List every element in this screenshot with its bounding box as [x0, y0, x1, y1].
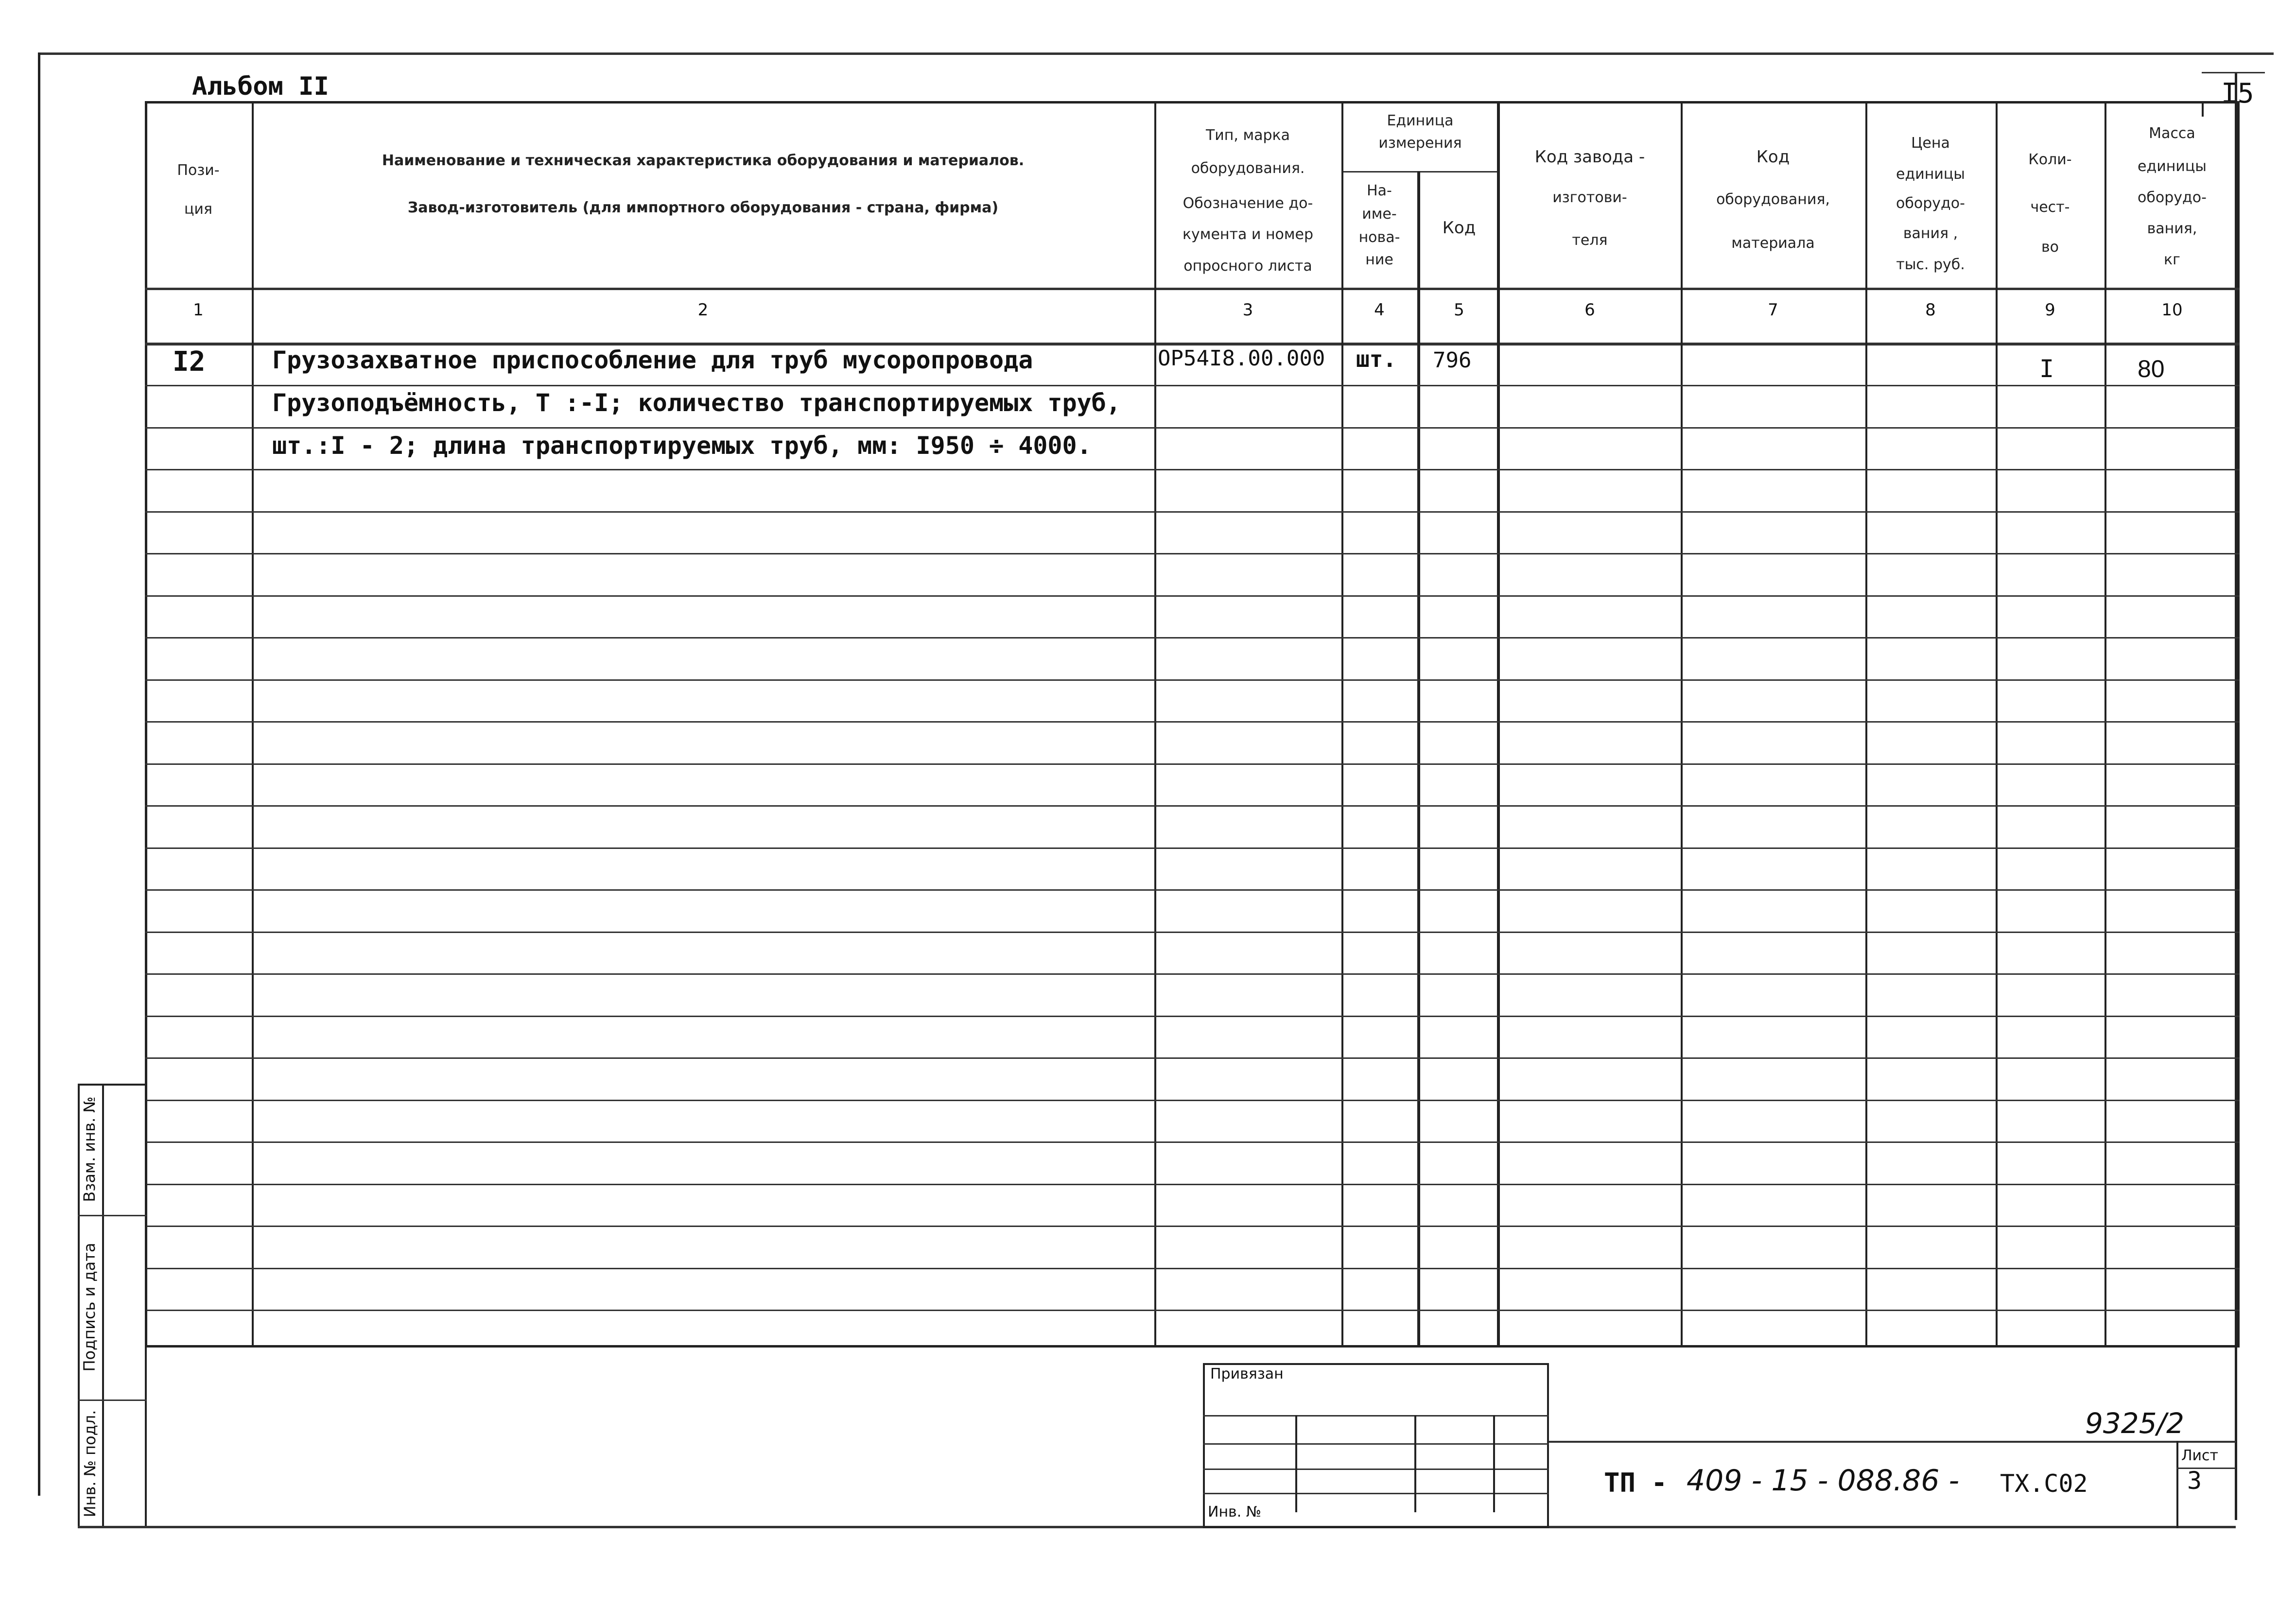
header-col10-line4: вания, [2147, 220, 2197, 237]
privyazan-h3 [1203, 1469, 1549, 1470]
table-row-line [145, 385, 2240, 386]
table-row-line [145, 637, 2240, 639]
header-col6-line2: изготови- [1552, 189, 1627, 206]
privyazan-h1 [1203, 1415, 1549, 1417]
sheet-label: Лист [2181, 1447, 2219, 1464]
table-row-line [145, 1268, 2240, 1269]
header-col8-line2: единицы [1896, 166, 1965, 183]
header-col4-line4: ние [1365, 251, 1393, 268]
row1-quantity: I [2039, 355, 2054, 383]
colnum-3: 3 [1242, 300, 1253, 320]
table-row-line [145, 511, 2240, 513]
handwritten-number: 9325/2 [2085, 1407, 2185, 1440]
header-col3-line2: оборудования. [1191, 160, 1305, 177]
doc-suffix: ТХ.С02 [2000, 1469, 2088, 1498]
table-row-line [145, 1141, 2240, 1143]
header-unit-line1: Единица [1387, 112, 1454, 129]
col-line-7 [1865, 101, 1867, 1348]
side-stamp-vzam: Взам. инв. № [80, 1096, 99, 1202]
header-col5: Код [1442, 218, 1476, 238]
header-col8-line4: вания , [1903, 225, 1958, 242]
colnum-4: 4 [1374, 300, 1385, 320]
header-col3-line1: Тип, марка [1205, 127, 1290, 144]
header-col7-line1: Код [1756, 147, 1790, 167]
header-col7-line3: материала [1731, 235, 1815, 252]
row1-unit-name: шт. [1356, 346, 1397, 372]
header-col1-line1: Пози- [177, 162, 220, 179]
privyazan-v3 [1493, 1415, 1495, 1512]
table-row-line [145, 553, 2240, 554]
table-row-line [145, 1226, 2240, 1227]
header-unit-line2: измерения [1378, 135, 1462, 152]
header-col2-line2: Завод-изготовитель (для импортного оборудования - страна, фирма) [407, 199, 999, 216]
table-row-line [145, 427, 2240, 429]
title-block-top [1548, 1441, 2236, 1443]
header-col10-line2: единицы [2138, 158, 2207, 175]
row1-position: I2 [173, 346, 206, 378]
album-label: Альбом II [192, 72, 329, 101]
doc-code: 409 - 15 - 088.86 - [1687, 1464, 1960, 1498]
row1-type: ОР54I8.00.000 [1158, 346, 1325, 371]
header-col4-line3: нова- [1358, 229, 1400, 246]
table-row-line [145, 932, 2240, 933]
col-line-2 [1154, 101, 1156, 1348]
table-row-line [145, 595, 2240, 597]
side-stamp-inv-podl: Инв. № подл. [81, 1410, 99, 1518]
col-line-6 [1681, 101, 1683, 1348]
header-col3-line3: Обозначение до- [1183, 195, 1313, 212]
header-col10-line5: кг [2164, 251, 2180, 268]
table-row-line [145, 805, 2240, 807]
colnum-7: 7 [1768, 300, 1778, 320]
outer-top-border [38, 52, 2274, 55]
sheet-box-split [2176, 1468, 2236, 1469]
bottom-border [78, 1526, 2236, 1528]
col-line-1 [252, 101, 254, 1348]
colnum-6: 6 [1584, 300, 1595, 320]
privyazan-label: Привязан [1210, 1365, 1284, 1382]
table-row-line [145, 889, 2240, 891]
col-line-8 [1996, 101, 1998, 1348]
side-stamp-podpis: Подпись и дата [80, 1243, 99, 1372]
colnum-1: 1 [193, 300, 204, 320]
header-col6-line3: теля [1572, 232, 1608, 249]
header-col9-line1: Коли- [2028, 151, 2072, 168]
side-stamp-h1 [78, 1215, 147, 1216]
outer-right-top [2202, 72, 2265, 73]
table-row-line [145, 1100, 2240, 1101]
header-bottom-line [145, 288, 2240, 290]
col-line-9 [2105, 101, 2106, 1348]
privyazan-v2 [1414, 1415, 1416, 1512]
header-col9-line3: во [2041, 239, 2059, 256]
header-col8-line5: тыс. руб. [1896, 256, 1965, 273]
col-line-5 [1497, 101, 1500, 1348]
col-line-4 [1417, 171, 1420, 1348]
sheet-number: 3 [2187, 1467, 2202, 1495]
header-col1-line2: ция [184, 201, 212, 218]
colnum-9: 9 [2045, 300, 2055, 320]
table-row-line [145, 1184, 2240, 1185]
table-row-line [145, 679, 2240, 681]
header-col2-line1: Наименование и техническая характеристика оборудования и материалов. [382, 152, 1025, 169]
doc-prefix: ТП - [1604, 1468, 1668, 1498]
header-col6-line1: Код завода - [1534, 147, 1645, 167]
privyazan-h2 [1203, 1443, 1549, 1445]
header-col4-line1: На- [1367, 182, 1392, 199]
sheet-box-left [2176, 1441, 2178, 1528]
colnum-8: 8 [1925, 300, 1936, 320]
row3-name: шт.:I - 2; длина транспортируемых труб, мм: I950 ÷ 4000. [272, 432, 1092, 460]
page-number: I5 [2221, 78, 2254, 109]
header-col10-line1: Масса [2149, 125, 2195, 142]
row2-name: Грузоподъёмность, Т :-I; количество транспортируемых труб, [272, 389, 1121, 417]
unit-split-line [1341, 171, 1499, 173]
colnum-bottom-line [145, 343, 2240, 346]
outer-left-border [38, 52, 40, 1496]
colnum-2: 2 [697, 300, 709, 320]
col-line-3 [1341, 101, 1343, 1348]
privyazan-v1 [1295, 1415, 1297, 1512]
header-col10-line3: оборудо- [2138, 189, 2207, 206]
header-col4-line2: име- [1362, 206, 1397, 223]
table-row-line [145, 721, 2240, 723]
header-col3-line4: кумента и номер [1182, 226, 1314, 243]
table-row-line [145, 1057, 2240, 1059]
table-row-line [145, 973, 2240, 975]
header-col7-line2: оборудования, [1716, 191, 1830, 208]
row1-mass: 80 [2138, 355, 2165, 382]
colnum-10: 10 [2161, 300, 2183, 320]
header-col3-line5: опросного листа [1183, 258, 1312, 275]
table-row-line [145, 469, 2240, 470]
table-row-line [145, 763, 2240, 765]
header-col9-line2: чест- [2030, 199, 2070, 216]
table-row-line [145, 847, 2240, 849]
row1-name: Грузозахватное приспособление для труб мусоропровода [272, 346, 1033, 374]
table-row-line [145, 1016, 2240, 1017]
inv-no-label: Инв. № [1208, 1503, 1262, 1521]
privyazan-h4 [1203, 1493, 1549, 1494]
side-stamp-divider [102, 1084, 104, 1528]
table-row-line [145, 1310, 2240, 1311]
header-col8-line3: оборудо- [1896, 195, 1965, 212]
colnum-5: 5 [1454, 300, 1464, 320]
row1-unit-code: 796 [1433, 348, 1472, 373]
header-col8-line1: Цена [1911, 135, 1950, 152]
